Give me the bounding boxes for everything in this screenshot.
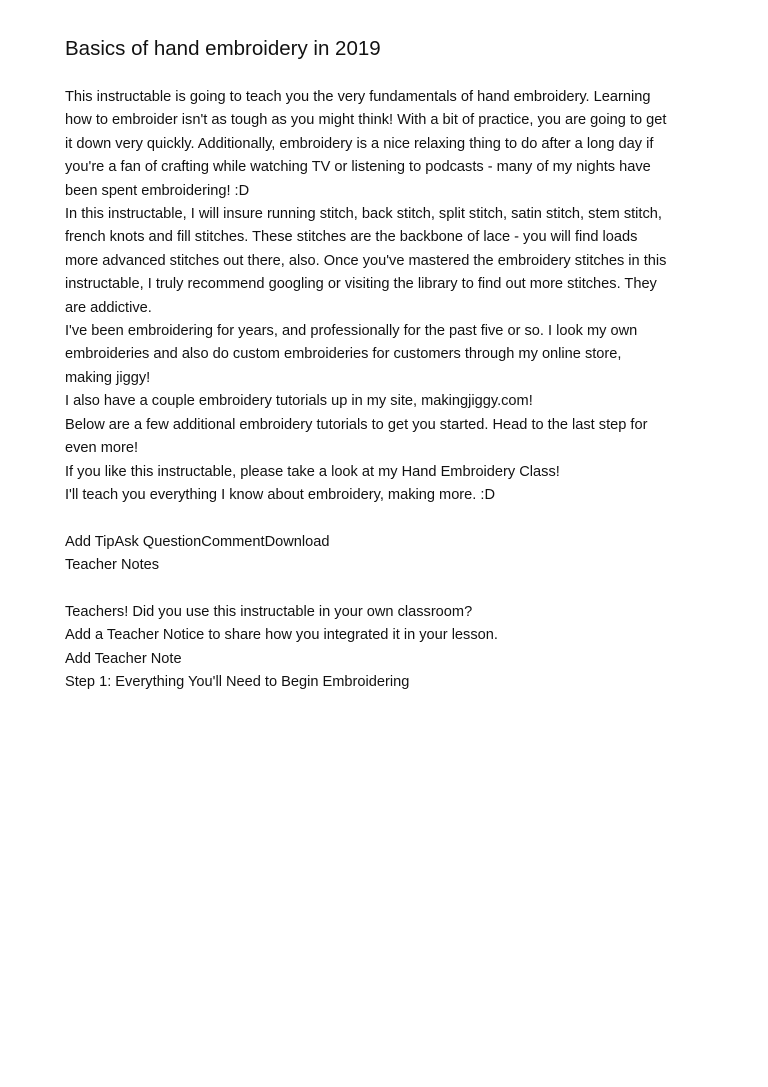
body-line: Below are a few additional embroidery tutorials to get you started. Head to the last step for [65, 416, 648, 433]
add-teacher-note-link[interactable]: Add Teacher Note [65, 650, 182, 667]
body-line: If you like this instructable, please take a look at my Hand Embroidery Class! [65, 463, 560, 480]
body-line: how to embroider isn't as tough as you might think! With a bit of practice, you are going to get [65, 112, 667, 129]
teacher-question: Teachers! Did you use this instructable in your own classroom? [65, 603, 473, 620]
body-line: making jiggy! [65, 369, 151, 386]
body-line: In this instructable, I will insure running stitch, back stitch, split stitch, satin stitch, stem stitch, [65, 206, 662, 223]
teacher-prompt: Add a Teacher Notice to share how you integrated it in your lesson. [65, 627, 498, 644]
action-links [65, 531, 715, 554]
add-tip-link[interactable]: Add Tip [65, 533, 115, 550]
body-line: embroideries and also do custom embroideries for customers through my online store, [65, 346, 622, 363]
comment-link[interactable]: Comment [201, 533, 265, 550]
body-line: are addictive. [65, 299, 152, 316]
download-link[interactable]: Download [264, 533, 330, 550]
page-title: Basics of hand embroidery in 2019 [65, 37, 381, 60]
body-line: I'll teach you everything I know about embroidery, making more. :D [65, 486, 495, 503]
body-line: you're a fan of crafting while watching TV or listening to podcasts - many of my nights have [65, 159, 651, 176]
body-line: french knots and fill stitches. These stitches are the backbone of lace - you will find loads [65, 229, 638, 246]
teacher-notes-heading: Teacher Notes [65, 557, 160, 574]
document-body [65, 86, 715, 695]
body-line: more advanced stitches out there, also. Once you've mastered the embroidery stitches in this [65, 252, 667, 269]
body-line: This instructable is going to teach you the very fundamentals of hand embroidery. Learning [65, 89, 651, 105]
blank-line [65, 507, 715, 530]
ask-question-link[interactable]: Ask Question [114, 533, 202, 550]
body-line: I also have a couple embroidery tutorials up in my site, makingjiggy.com! [65, 393, 533, 410]
document-page [65, 36, 715, 695]
body-line: even more! [65, 440, 139, 457]
body-line: it down very quickly. Additionally, embroidery is a nice relaxing thing to do after a long day if [65, 135, 654, 152]
blank-line [65, 578, 715, 601]
body-line: I've been embroidering for years, and professionally for the past five or so. I look my own [65, 323, 638, 340]
body-line: been spent embroidering! :D [65, 182, 250, 199]
body-line: instructable, I truly recommend googling or visiting the library to find out more stitches. They [65, 276, 657, 293]
step-title: Step 1: Everything You'll Need to Begin Embroidering [65, 674, 410, 691]
